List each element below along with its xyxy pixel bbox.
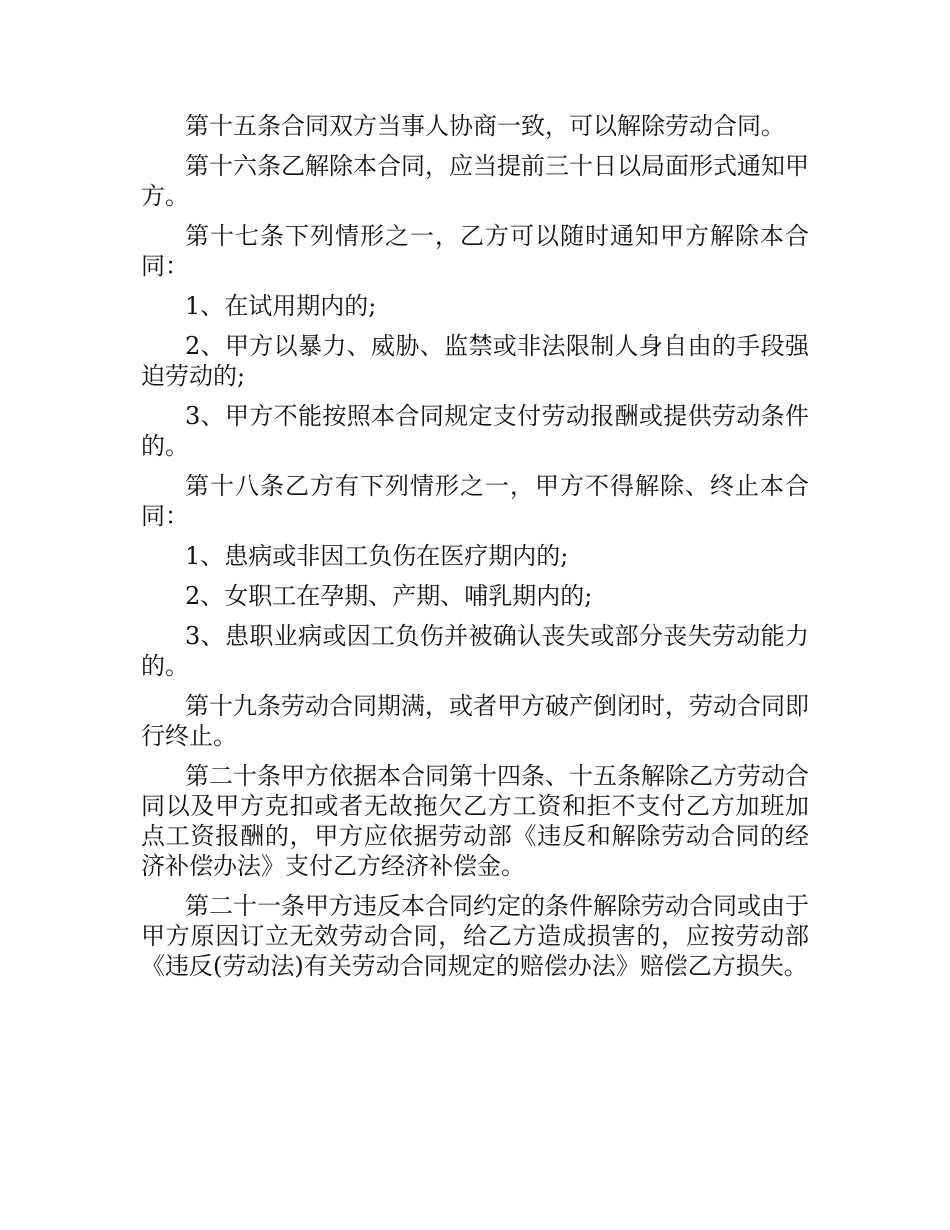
list-item-18-3: 3、患职业病或因工负伤并被确认丧失或部分丧失劳动能力的。: [141, 622, 809, 680]
paragraph-article-17: 第十七条下列情形之一，乙方可以随时通知甲方解除本合同：: [141, 222, 809, 280]
paragraph-article-19: 第十九条劳动合同期满，或者甲方破产倒闭时，劳动合同即行终止。: [141, 692, 809, 750]
list-item-17-1: 1、在试用期内的;: [185, 292, 377, 320]
list-item-17-2: 2、甲方以暴力、威胁、监禁或非法限制人身自由的手段强迫劳动的;: [141, 332, 809, 390]
paragraph-article-20: 第二十条甲方依据本合同第十四条、十五条解除乙方劳动合同以及甲方克扣或者无故拖欠乙方工资和拒不支付乙方加班加点工资报酬的，甲方应依据劳动部《违反和解除劳动合同的经济补偿办法》支付乙方经济补偿金。: [141, 762, 809, 880]
paragraph-article-18: 第十八条乙方有下列情形之一，甲方不得解除、终止本合同：: [141, 472, 809, 530]
list-item-18-2: 2、女职工在孕期、产期、哺乳期内的;: [185, 582, 593, 610]
paragraph-article-16: 第十六条乙解除本合同，应当提前三十日以局面形式通知甲方。: [141, 152, 809, 210]
list-item-18-1: 1、患病或非因工负伤在医疗期内的;: [185, 542, 569, 570]
paragraph-article-21: 第二十一条甲方违反本合同约定的条件解除劳动合同或由于甲方原因订立无效劳动合同，给乙方造成损害的，应按劳动部《违反(劳动法)有关劳动合同规定的赔偿办法》赔偿乙方损失。: [141, 892, 809, 980]
list-item-17-3: 3、甲方不能按照本合同规定支付劳动报酬或提供劳动条件的。: [141, 402, 809, 460]
document-body: [141, 111, 809, 991]
paragraph-article-15: 第十五条合同双方当事人协商一致，可以解除劳动合同。: [185, 112, 785, 140]
